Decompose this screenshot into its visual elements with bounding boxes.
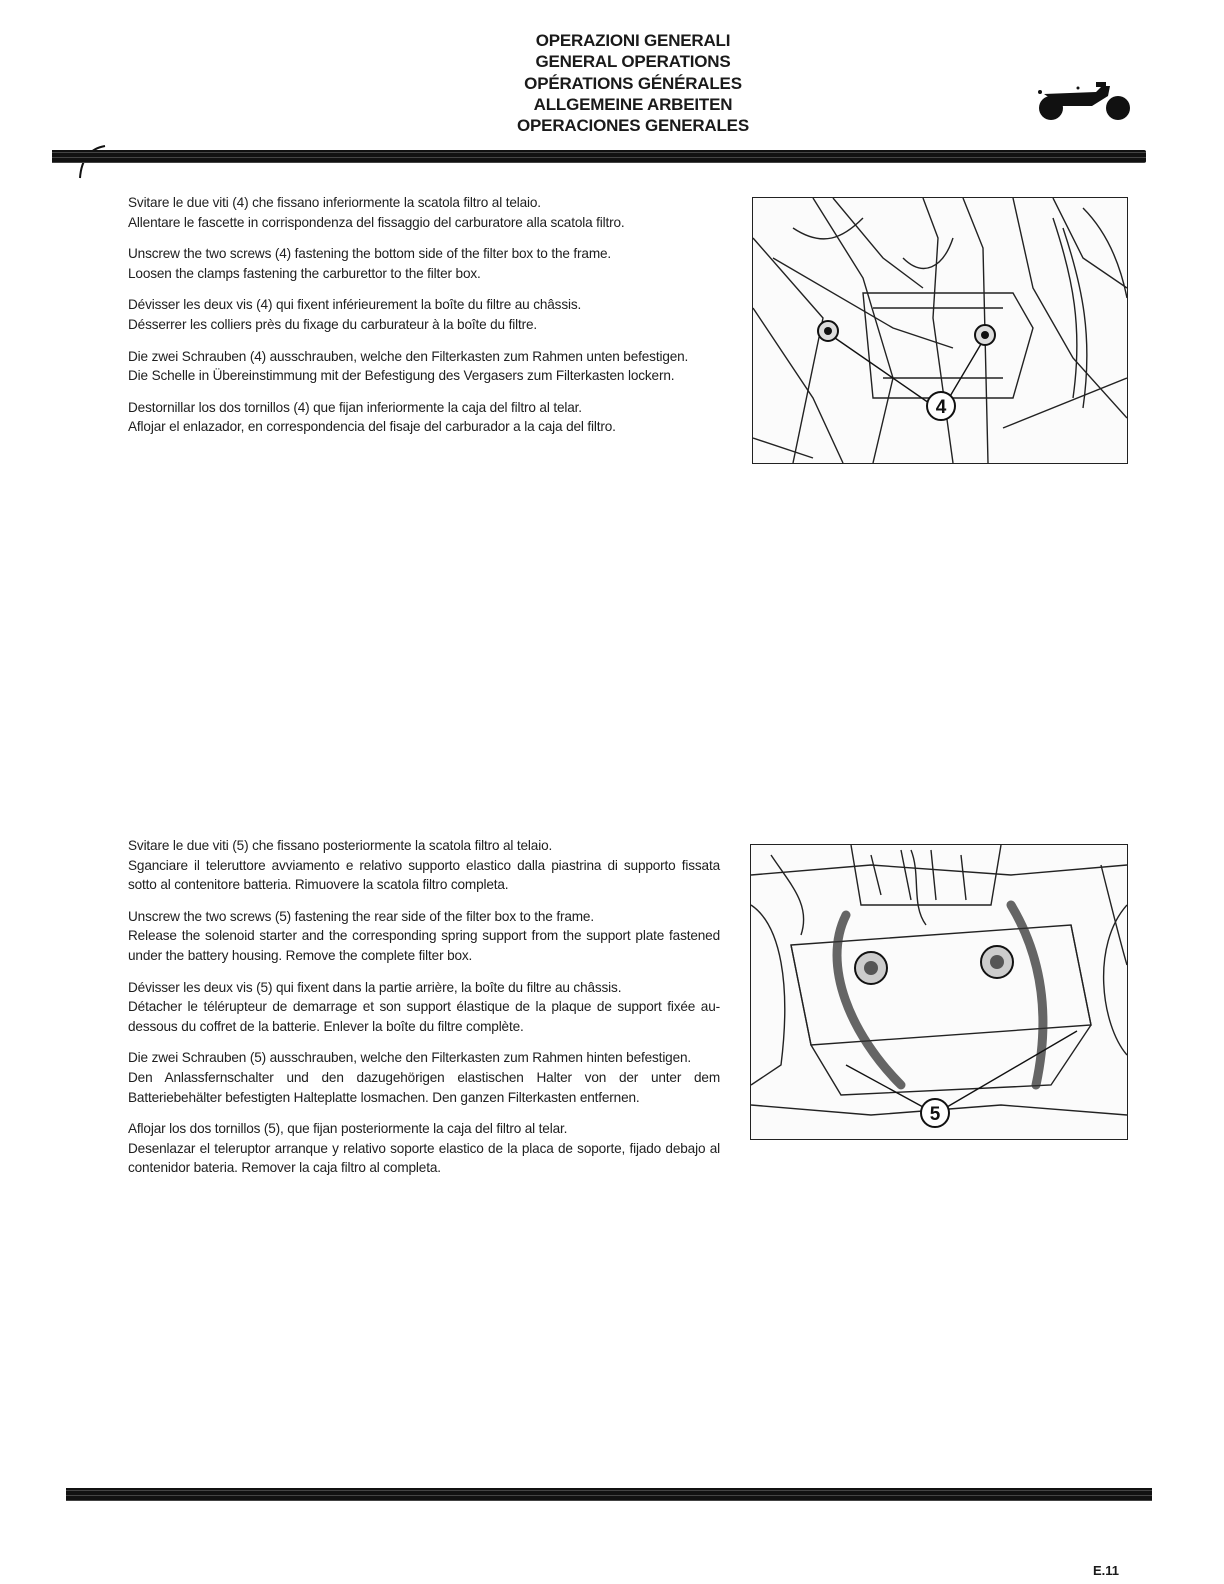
figure1-callout-label: 4 xyxy=(935,397,947,418)
page-number: E.11 xyxy=(1093,1563,1120,1578)
paragraph-en xyxy=(128,244,720,283)
title-italian: OPERAZIONI GENERALI xyxy=(535,31,731,50)
paragraph-fr xyxy=(128,978,720,1037)
paragraph-es xyxy=(128,1119,720,1178)
figure-filter-box-bottom-screws xyxy=(752,197,1128,464)
text-line: Die zwei Schrauben (5) ausschrauben, welche den Filterkasten zum Rahmen hinten befestigen. xyxy=(128,1050,692,1066)
section1-text xyxy=(128,193,720,449)
text-line: Désserrer les colliers près du fixage du carburateur à la boîte du filtre. xyxy=(128,316,537,332)
text-line: Loosen the clamps fastening the carburettor to the filter box. xyxy=(128,265,481,281)
text-line: Svitare le due viti (5) che fissano posteriormente la scatola filtro al telaio. xyxy=(128,838,553,853)
text-line: Destornillar los dos tornillos (4) que fijan inferiormente la caja del filtro al telar. xyxy=(128,399,582,415)
paragraph-de xyxy=(128,1048,720,1107)
title-french: OPÉRATIONS GÉNÉRALES xyxy=(524,73,742,93)
section2-text xyxy=(128,836,720,1190)
title-spanish: OPERACIONES GENERALES xyxy=(517,116,749,136)
figure-filter-box-rear-screws xyxy=(750,844,1128,1140)
text-line: Den Anlassfernschalter und den dazugehörigen elastischen Halter von der unter dem Batteriebehälter befestigten Halteplatte losmachen. Den ganzen Filterkasten entfernen. xyxy=(128,1069,720,1105)
motorcycle-icon xyxy=(1036,78,1132,124)
top-divider xyxy=(52,150,1146,163)
engine-illustration-2 xyxy=(751,845,1127,1139)
text-line: Aflojar los dos tornillos (5), que fijan posteriormente la caja del filtro al telar. xyxy=(128,1121,568,1137)
text-line: Unscrew the two screws (5) fastening the rear side of the filter box to the frame. xyxy=(128,908,594,924)
text-line: Sganciare il teleruttore avviamento e relativo supporto elastico dalla piastrina di supporto fissata sotto al contenitore batteria. Rimuovere la scatola filtro completa. xyxy=(128,857,720,893)
paragraph-en xyxy=(128,907,720,966)
text-line: Desenlazar el teleruptor arranque y relativo soporte elastico de la placa de soporte, fijado debajo al contenidor bateria. Remover la caja filtro al completa. xyxy=(128,1140,720,1176)
figure2-callout-label: 5 xyxy=(929,1104,941,1125)
text-line: Unscrew the two screws (4) fastening the bottom side of the filter box to the frame. xyxy=(128,246,612,262)
paragraph-fr xyxy=(128,295,720,334)
text-line: Die zwei Schrauben (4) ausschrauben, welche den Filterkasten zum Rahmen unten befestigen. xyxy=(128,348,689,364)
paragraph-es xyxy=(128,398,720,437)
text-line: Dévisser les deux vis (5) qui fixent dans la partie arrière, la boîte du filtre au châssis. xyxy=(128,979,622,995)
text-line: Détacher le télérupteur de demarrage et son support élastique de la plaque de support fixée au-dessous du coffret de la batterie. Enlever la boîte du filtre complète. xyxy=(128,999,720,1034)
title-english: GENERAL OPERATIONS xyxy=(535,52,731,72)
paragraph-it xyxy=(128,193,720,232)
text-line: Dévisser les deux vis (4) qui fixent inférieurement la boîte du filtre au châssis. xyxy=(128,297,582,313)
text-line: Die Schelle in Übereinstimmung mit der Befestigung des Vergasers zum Filterkasten lockern. xyxy=(128,368,675,384)
page-header-titles xyxy=(478,30,788,136)
engine-illustration-1 xyxy=(753,198,1127,463)
text-line: Release the solenoid starter and the corresponding spring support from the support plate fastened under the battery housing. Remove the complete filter box. xyxy=(128,928,720,963)
title-german: ALLGEMEINE ARBEITEN xyxy=(533,94,733,114)
paragraph-de xyxy=(128,347,720,386)
text-line: Aflojar el enlazador, en correspondencia del fisaje del carburador a la caja del filtro. xyxy=(128,419,616,435)
bottom-divider xyxy=(66,1488,1152,1501)
text-line: Svitare le due viti (4) che fissano inferiormente la scatola filtro al telaio. xyxy=(128,195,541,210)
text-line: Allentare le fascette in corrispondenza del fissaggio del carburatore alla scatola filtro. xyxy=(128,214,625,230)
paragraph-it xyxy=(128,836,720,895)
